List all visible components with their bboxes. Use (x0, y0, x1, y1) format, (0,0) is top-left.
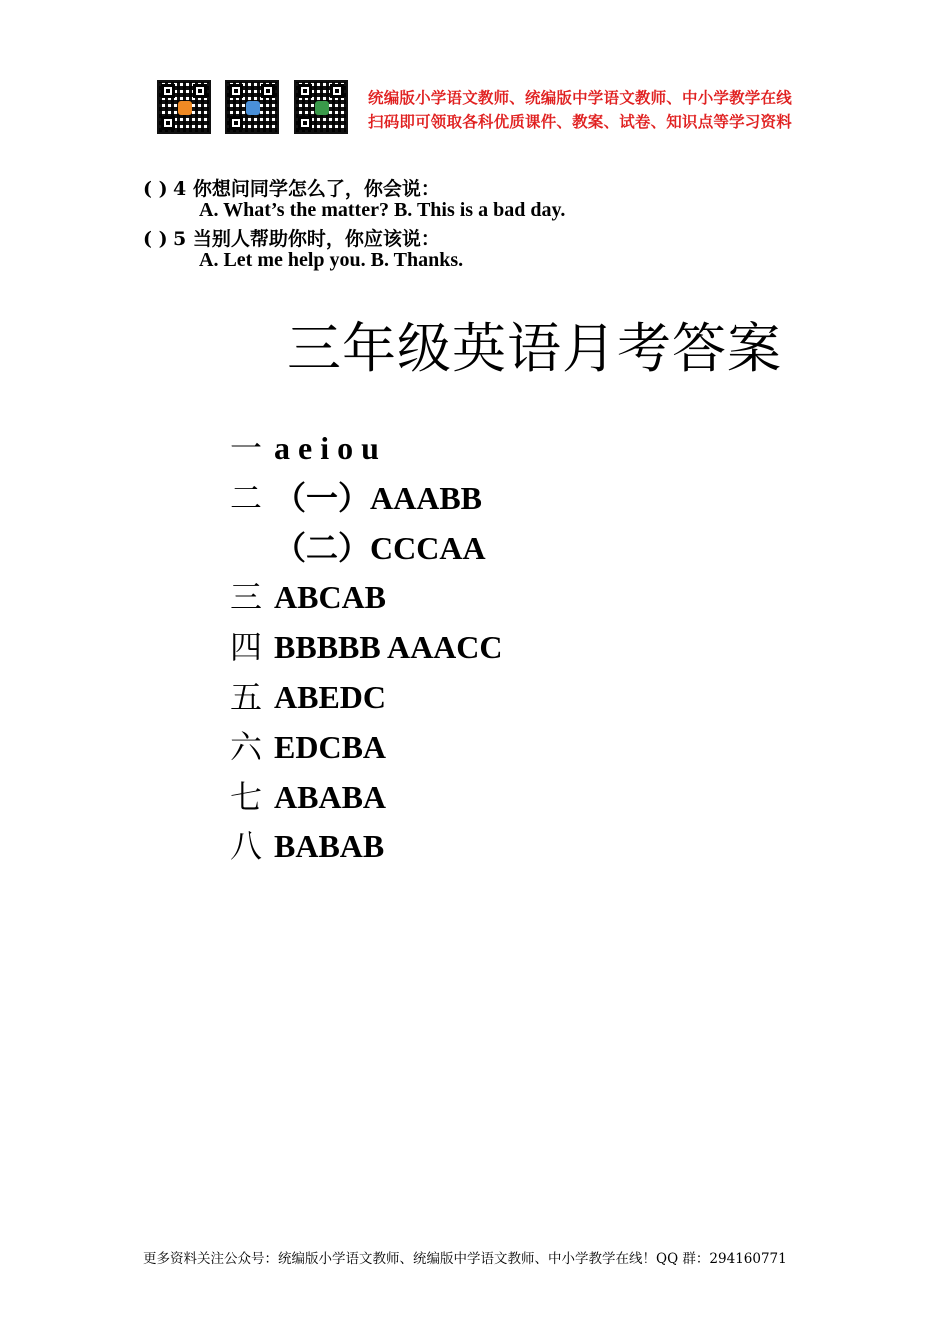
answer-row (230, 428, 379, 468)
question-number: 4 (173, 178, 187, 200)
logo-icon (178, 101, 192, 115)
answer-value: ABCAB (274, 579, 387, 615)
answer-row (230, 727, 386, 767)
answer-blank[interactable]: ( ) (143, 178, 168, 200)
section-number: 三 (230, 578, 263, 616)
answer-value: ABABA (274, 779, 387, 815)
section-number: 一 (230, 429, 263, 467)
section-number: 六 (230, 728, 263, 766)
promo-line-1: 统编版小学语文教师、统编版中学语文教师、中小学教学在线 (368, 89, 792, 107)
question-4 (143, 174, 440, 201)
section-number: 二 (230, 479, 263, 517)
answer-row (230, 677, 386, 717)
question-prompt: 当别人帮助你时，你应该说： (192, 228, 440, 250)
logo-icon (315, 101, 329, 115)
answer-blank[interactable]: ( ) (143, 228, 168, 250)
answer-value: BBBBB AAACC (274, 629, 503, 665)
answer-row (230, 777, 386, 817)
section-number: 五 (230, 678, 263, 716)
answer-value: （二）CCCAA (274, 530, 486, 566)
question-number: 5 (173, 228, 187, 250)
answer-value: BABAB (274, 828, 385, 864)
question-5 (143, 224, 440, 251)
answer-row (230, 577, 386, 617)
answer-row (230, 478, 482, 518)
section-number: 七 (230, 778, 263, 816)
question-4-options: A. What’s the matter? B. This is a bad day. (199, 199, 566, 221)
qr-code-3 (294, 80, 348, 134)
qr-code-2 (225, 80, 279, 134)
answer-row (230, 627, 503, 667)
answer-row (230, 528, 486, 568)
answer-row (230, 826, 384, 866)
logo-icon (246, 101, 260, 115)
question-5-options: A. Let me help you. B. Thanks. (199, 249, 464, 271)
answer-value: ABEDC (274, 679, 387, 715)
section-number: 四 (230, 628, 263, 666)
question-prompt: 你想问同学怎么了，你会说： (192, 178, 440, 200)
answer-value: a e i o u (274, 430, 379, 466)
answer-value: EDCBA (274, 729, 387, 765)
answer-value: （一）AAABB (274, 480, 483, 516)
page-title: 三年级英语月考答案 (287, 317, 782, 380)
section-number: 八 (230, 827, 263, 865)
qr-code-1 (157, 80, 211, 134)
page-footer: 更多资料关注公众号：统编版小学语文教师、统编版中学语文教师、中小学教学在线！QQ 群：294160771 (143, 1251, 787, 1267)
promo-line-2: 扫码即可领取各科优质课件、教案、试卷、知识点等学习资料 (368, 113, 792, 131)
